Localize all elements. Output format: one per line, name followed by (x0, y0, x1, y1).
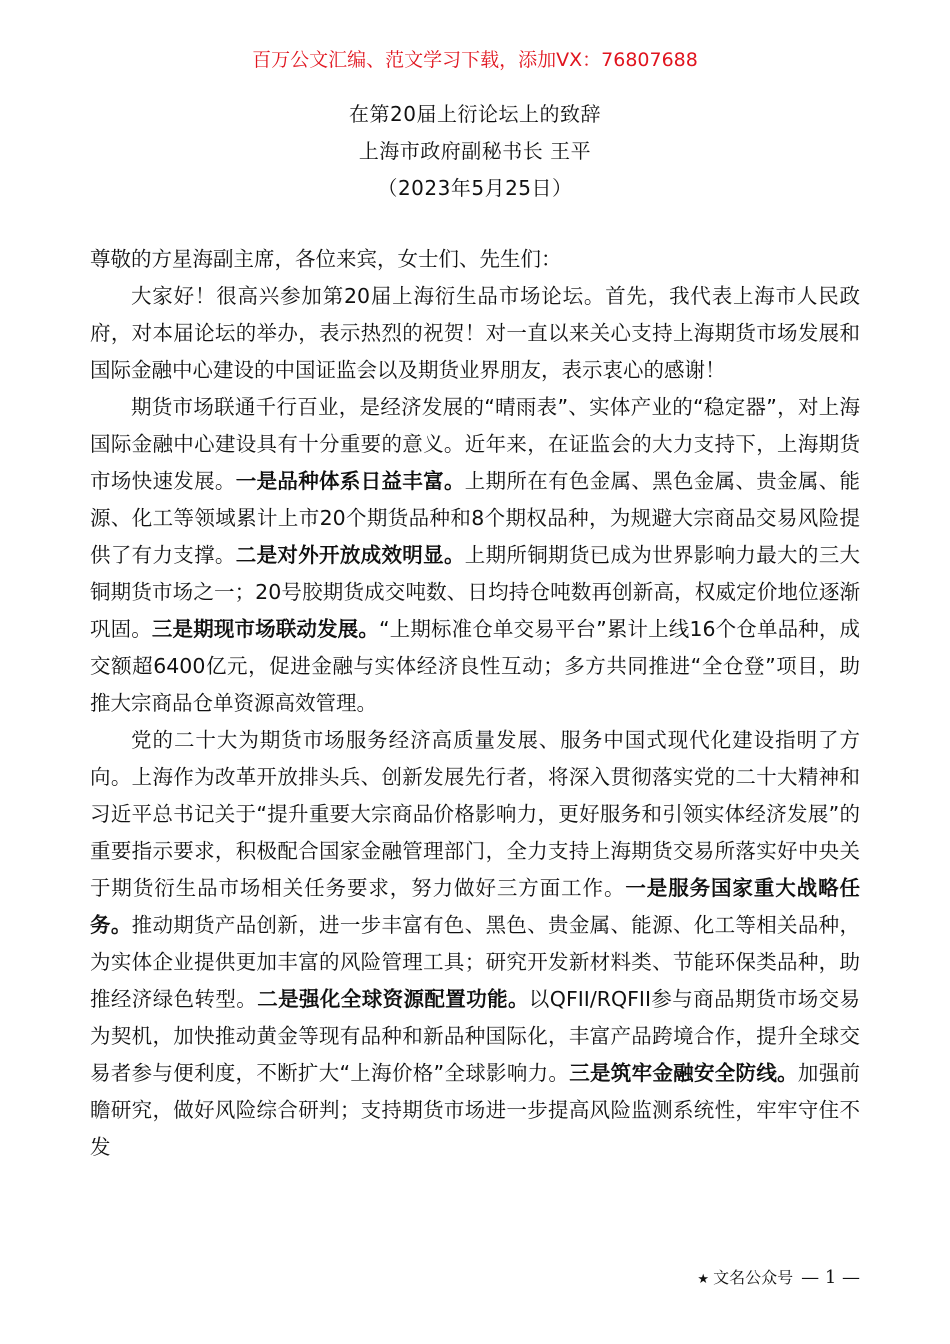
speech-title: 在第20届上衍论坛上的致辞 (349, 102, 601, 126)
speech-body (90, 241, 860, 1166)
page-number: — 1 — (801, 1267, 860, 1288)
highlight-6: 三是筑牢金融安全防线。 (569, 1061, 798, 1085)
highlight-5: 二是强化全球资源配置功能。 (257, 987, 529, 1011)
paragraph-3-text: 党的二十大为期货市场服务经济高质量发展、服务中国式现代化建设指明了方向。上海作为改革开放排头兵、创新发展先行者，将深入贯彻落实党的二十大精神和习近平总书记关于“提升重要大宗商品价格影响力，更好服务和引领实体经济发展”的重要指示要求，积极配合国家金融管理部门，全力支持上海期货交易所落实好中央关于期货衍生品市场相关任务要求，努力做好三方面工作。 (90, 728, 860, 900)
paragraph-1-text: 大家好！很高兴参加第20届上海衍生品市场论坛。首先，我代表上海市人民政府，对本届论坛的举办，表示热烈的祝贺！对一直以来关心支持上海期货市场发展和国际金融中心建设的中国证监会以及期货业界朋友，表示衷心的感谢！ (90, 284, 860, 382)
title-block (0, 96, 950, 207)
highlight-2: 二是对外开放成效明显。 (235, 543, 465, 567)
paragraph-3-text: 推动期货产品创新，进一步丰富有色、黑色、贵金属、能源、化工等相关品种，为实体企业提供更加丰富的风险管理工具；研究开发新材料类、节能环保类品种，助推经济绿色转型。 (90, 913, 860, 1011)
paragraph-2-text: 上期所在有色金属、黑色金属、贵金属、能源、化工等领域累计上市20个期货品种和8个期权品种，为规避大宗商品交易风险提供了有力支撑。 (90, 469, 861, 567)
paragraph-1 (90, 278, 860, 389)
paragraph-2 (90, 389, 860, 722)
header-banner: 百万公文汇编、范文学习下载，添加VX：76807688 (252, 49, 698, 71)
footer-source: 文名公众号 (713, 1268, 794, 1287)
star-icon: ★ (697, 1272, 710, 1287)
highlight-1: 一是品种体系日益丰富。 (235, 469, 465, 493)
paragraph-3-text: 加强前瞻研究，做好风险综合研判；支持期货市场进一步提高风险监测系统性，牢牢守住不发 (90, 1061, 861, 1159)
salutation: 尊敬的方星海副主席，各位来宾，女士们、先生们： (90, 247, 562, 271)
page-footer (620, 1266, 860, 1292)
speaker-line: 上海市政府副秘书长 王平 (358, 139, 592, 163)
highlight-4: 一是服务国家重大战略任务。 (90, 876, 861, 937)
paragraph-2-text: 期货市场联通千行百业，是经济发展的“晴雨表”、实体产业的“稳定器”，对上海国际金融中心建设具有十分重要的意义。近年来，在证监会的大力支持下，上海期货市场快速发展。 (90, 395, 860, 493)
highlight-3: 三是期现市场联动发展。 (151, 617, 379, 641)
paragraph-2-text: 上期所铜期货已成为世界影响力最大的三大铜期货市场之一；20号胶期货成交吨数、日均持仓吨数再创新高，权威定价地位逐渐巩固。 (90, 543, 861, 641)
paragraph-2-text: “上期标准仓单交易平台”累计上线16个仓单品种，成交额超6400亿元，促进金融与实体经济良性互动；多方共同推进“全仓登”项目，助推大宗商品仓单资源高效管理。 (90, 617, 861, 715)
paragraph-3 (90, 722, 860, 1166)
speech-date: （2023年5月25日） (377, 176, 573, 200)
paragraph-3-text: 以QFII/RQFII参与商品期货市场交易为契机，加快推动黄金等现有品种和新品种国际化，丰富产品跨境合作，提升全球交易者参与便利度，不断扩大“上海价格”全球影响力。 (90, 987, 860, 1085)
